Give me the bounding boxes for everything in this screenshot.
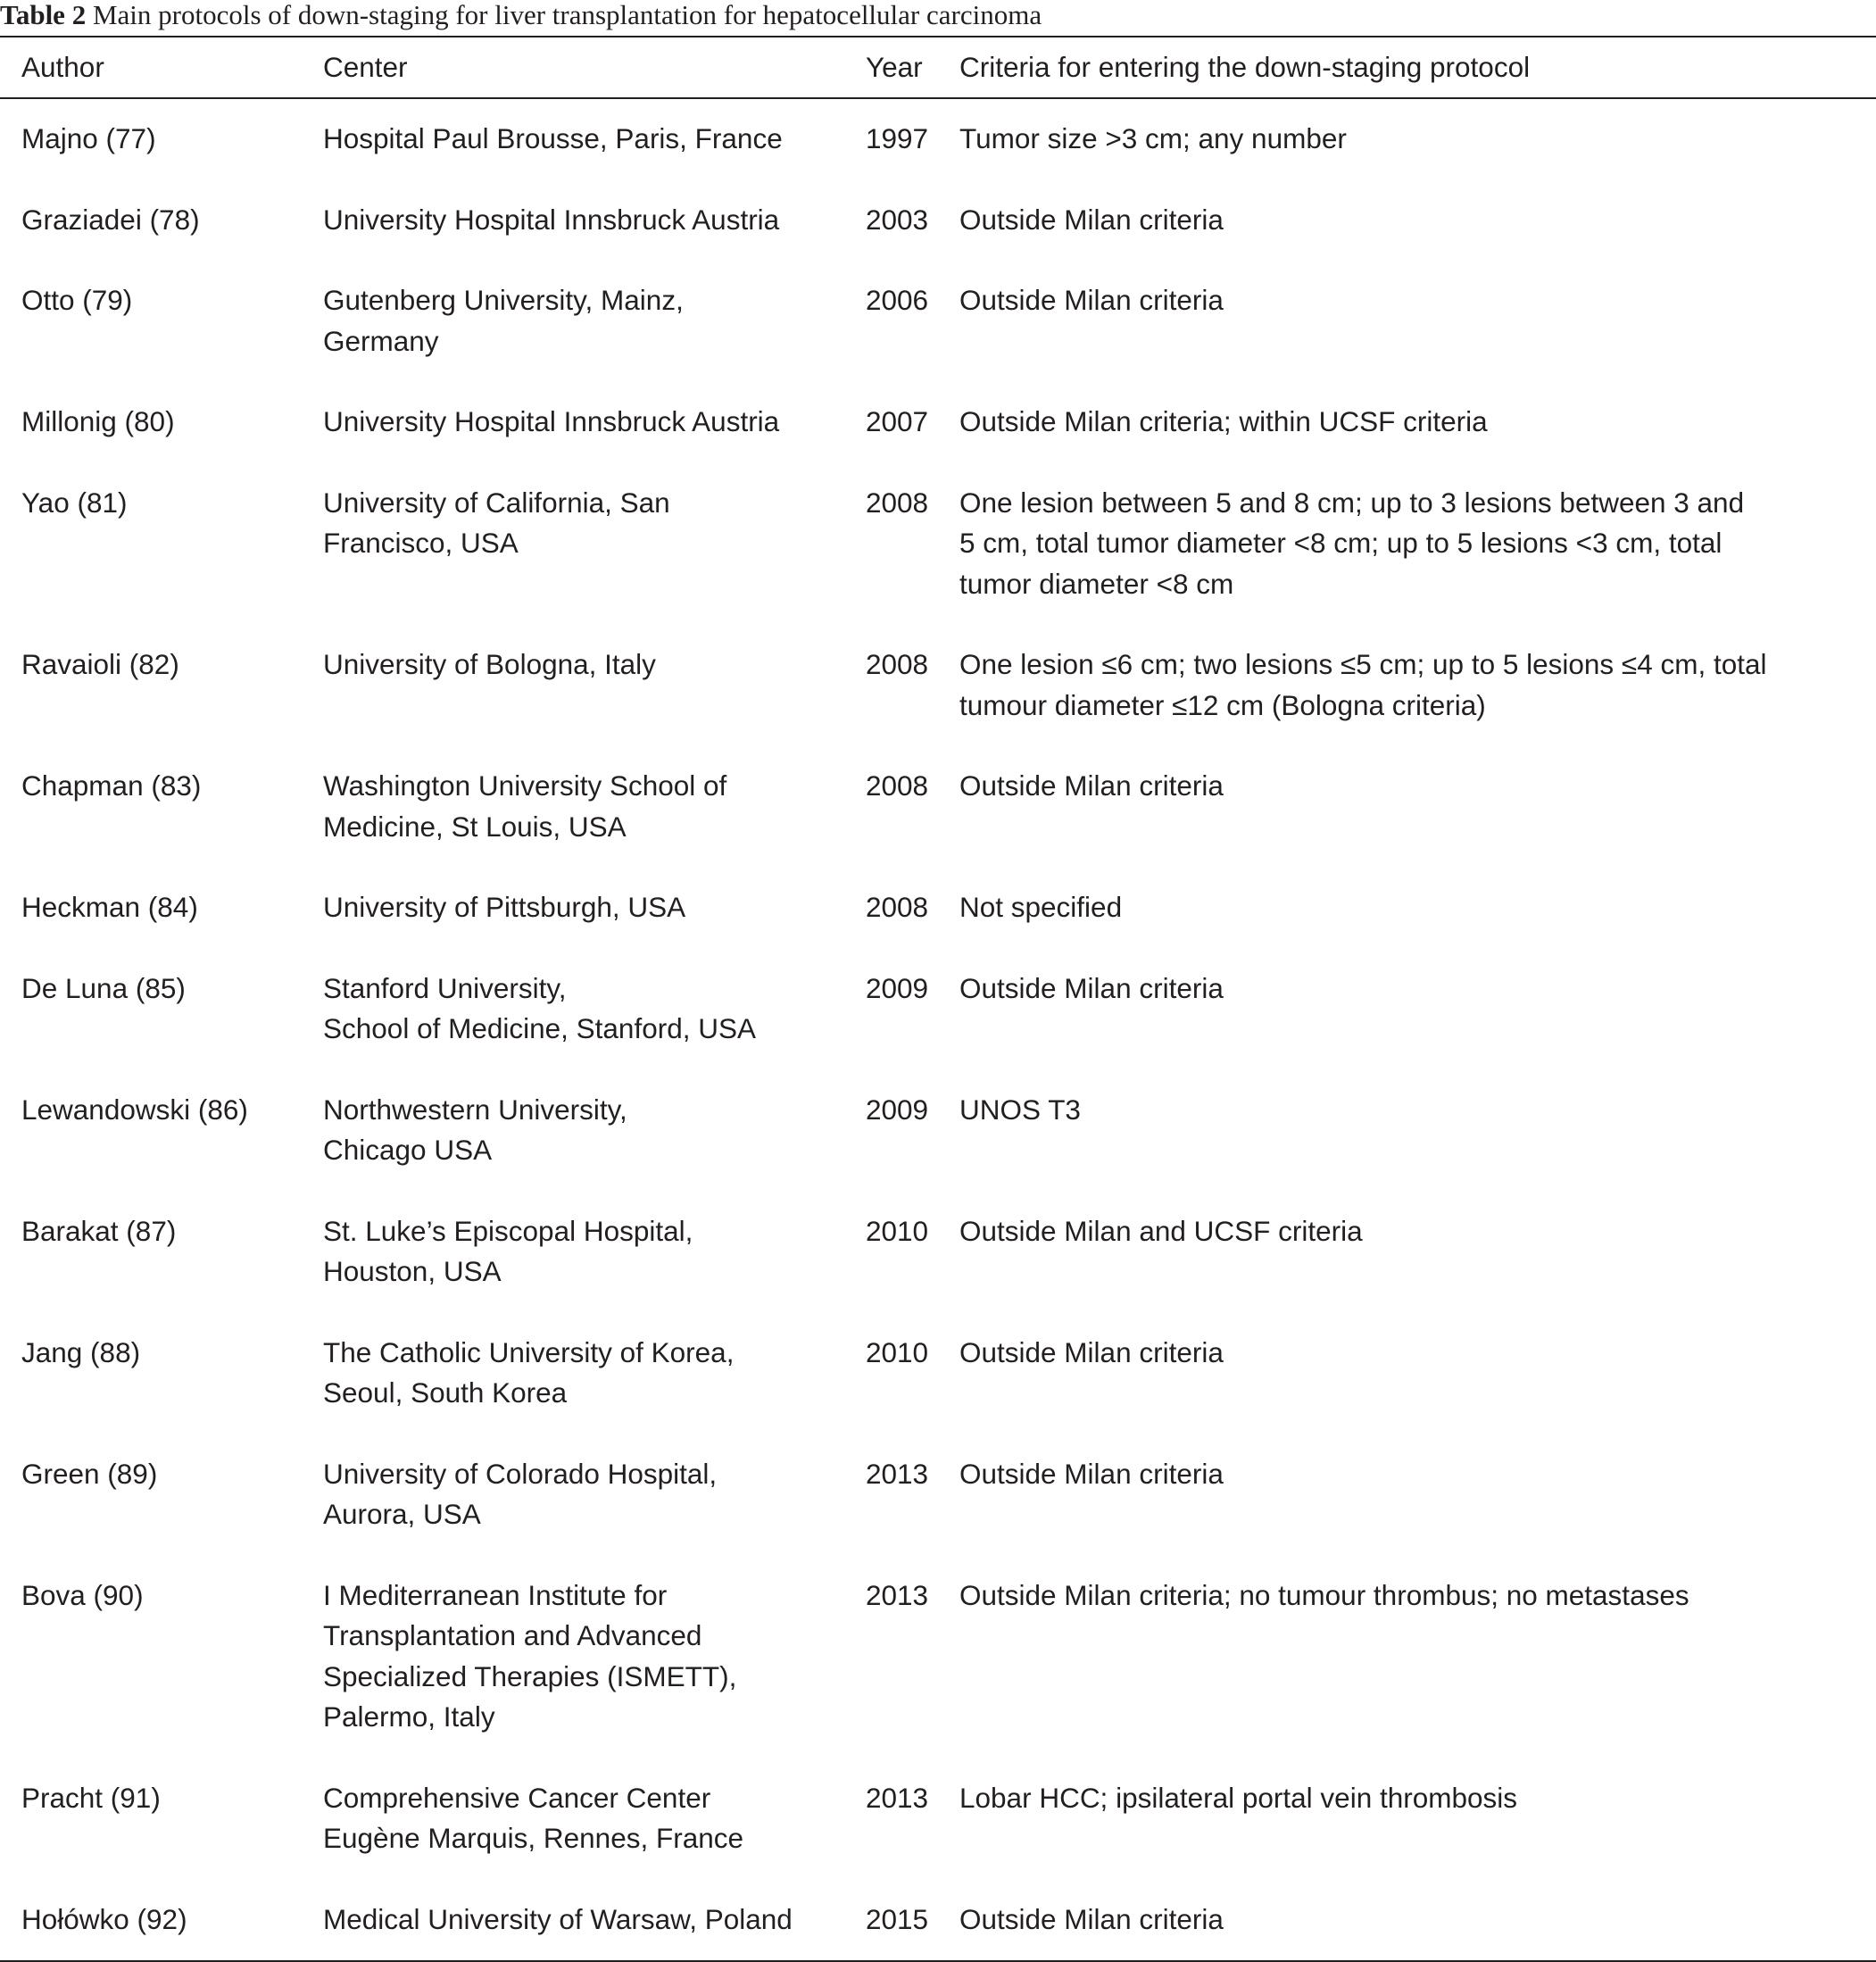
criteria-line: Outside Milan criteria [959, 203, 1224, 236]
cell-criteria [959, 1070, 1876, 1192]
cell-author: Chapman (83) [21, 769, 202, 802]
cell-criteria [959, 1880, 1876, 1962]
cell-center [302, 625, 844, 746]
header-center: Center [302, 37, 844, 98]
center-line: Houston, USA [323, 1255, 502, 1287]
header-year: Year [844, 37, 959, 98]
table-row [0, 1313, 1876, 1434]
cell-year: 2008 [866, 486, 929, 519]
center-line: Specialized Therapies (ISMETT), [323, 1659, 737, 1692]
center-line: School of Medicine, Stanford, USA [323, 1012, 757, 1044]
table-label: Table 2 [0, 0, 87, 30]
header-author: Author [0, 37, 302, 98]
criteria-line: Lobar HCC; ipsilateral portal vein thrombosis [959, 1781, 1518, 1814]
cell-author: Millonig (80) [21, 405, 175, 437]
table-row [0, 625, 1876, 746]
criteria-line: Outside Milan and UCSF criteria [959, 1214, 1363, 1247]
cell-year: 2013 [866, 1457, 929, 1490]
cell-center [302, 1880, 844, 1962]
cell-author: Majno (77) [21, 122, 156, 154]
table-body [0, 98, 1876, 1961]
center-line: I Mediterranean Institute for [323, 1578, 668, 1611]
cell-author: Jang (88) [21, 1335, 141, 1368]
table-row [0, 463, 1876, 626]
cell-year: 2007 [866, 405, 929, 437]
criteria-line: One lesion ≤6 cm; two lesions ≤5 cm; up to 5 lesions ≤4 cm, total [959, 648, 1767, 680]
cell-author: Lewandowski (86) [21, 1093, 248, 1126]
cell-criteria [959, 1758, 1876, 1880]
cell-center [302, 746, 844, 868]
table-header [0, 37, 1876, 98]
table-row [0, 1758, 1876, 1880]
cell-author: Hołówko (92) [0, 1880, 302, 1962]
criteria-line: Outside Milan criteria [959, 1457, 1224, 1490]
center-line: Medical University of Warsaw, Poland [323, 1902, 793, 1935]
center-line: St. Luke’s Episcopal Hospital, [323, 1214, 693, 1247]
criteria-line: Outside Milan criteria; within UCSF criteria [959, 405, 1488, 437]
cell-year: 2008 [866, 769, 929, 802]
center-line: Medicine, St Louis, USA [323, 810, 627, 843]
criteria-line: Not specified [959, 891, 1123, 923]
cell-author: Otto (79) [21, 284, 133, 316]
table-row [0, 1434, 1876, 1556]
center-line: Hospital Paul Brousse, Paris, France [323, 122, 783, 154]
criteria-line: Outside Milan criteria [959, 1902, 1224, 1935]
criteria-line: Outside Milan criteria [959, 1335, 1224, 1368]
cell-center [302, 261, 844, 382]
criteria-line: Outside Milan criteria [959, 769, 1224, 802]
center-line: Gutenberg University, Mainz, [323, 284, 684, 316]
cell-author: Barakat (87) [21, 1214, 177, 1247]
criteria-line: UNOS T3 [959, 1093, 1081, 1126]
cell-criteria [959, 463, 1876, 626]
center-line: Washington University School of [323, 769, 727, 802]
cell-center [302, 1434, 844, 1556]
center-line: University of Pittsburgh, USA [323, 891, 686, 923]
center-line: Transplantation and Advanced [323, 1619, 702, 1651]
cell-criteria [959, 382, 1876, 463]
table-row [0, 1880, 1876, 1962]
center-line: Chicago USA [323, 1134, 493, 1166]
cell-author: Ravaioli (82) [21, 648, 179, 680]
cell-year: 2008 [866, 891, 929, 923]
center-line: Seoul, South Korea [323, 1376, 568, 1409]
table-row [0, 868, 1876, 949]
cell-year: 2013 [866, 1578, 929, 1611]
table-title: Main protocols of down-staging for liver transplantation for hepatocellular carcinoma [92, 0, 1042, 30]
cell-year: 2009 [866, 971, 929, 1004]
center-line: University Hospital Innsbruck Austria [323, 405, 780, 437]
cell-year: 2003 [866, 203, 929, 236]
criteria-line: 5 cm, total tumor diameter <8 cm; up to 5 lesions <3 cm, total [959, 527, 1722, 559]
cell-author: Bova (90) [21, 1578, 144, 1611]
cell-center [302, 463, 844, 626]
cell-criteria [959, 1556, 1876, 1758]
cell-center [302, 382, 844, 463]
cell-author: Pracht (91) [21, 1781, 161, 1814]
cell-year: 2013 [866, 1781, 929, 1814]
cell-center [302, 98, 844, 180]
criteria-line: Outside Milan criteria; no tumour thrombus; no metastases [959, 1578, 1689, 1611]
table-row [0, 382, 1876, 463]
cell-year: 2009 [866, 1093, 929, 1126]
table-caption [0, 0, 1876, 36]
cell-author: De Luna (85) [21, 971, 186, 1004]
table-row [0, 180, 1876, 262]
table-row [0, 1070, 1876, 1192]
table-row [0, 98, 1876, 180]
center-line: University of Bologna, Italy [323, 648, 656, 680]
table-row [0, 746, 1876, 868]
cell-criteria [959, 868, 1876, 949]
cell-author: Yao (81) [21, 486, 128, 519]
table-row [0, 1192, 1876, 1313]
center-line: University of California, San [323, 486, 670, 519]
center-line: University of Colorado Hospital, [323, 1457, 718, 1490]
cell-center [302, 868, 844, 949]
cell-year: 2010 [866, 1335, 929, 1368]
cell-author: Graziadei (78) [21, 203, 200, 236]
cell-criteria [959, 1192, 1876, 1313]
protocols-table [0, 36, 1876, 1962]
center-line: Stanford University, [323, 971, 567, 1004]
cell-center [302, 1070, 844, 1192]
cell-year: 2006 [866, 284, 929, 316]
criteria-line: Outside Milan criteria [959, 284, 1224, 316]
table-row [0, 1556, 1876, 1758]
cell-criteria [959, 261, 1876, 382]
criteria-line: Tumor size >3 cm; any number [959, 122, 1347, 154]
cell-center [302, 180, 844, 262]
cell-criteria [959, 746, 1876, 868]
center-line: Francisco, USA [323, 527, 519, 559]
cell-criteria [959, 1313, 1876, 1434]
cell-center [302, 1192, 844, 1313]
cell-year: 2010 [866, 1214, 929, 1247]
center-line: Northwestern University, [323, 1093, 627, 1126]
table-row [0, 261, 1876, 382]
cell-criteria [959, 625, 1876, 746]
cell-center [302, 1758, 844, 1880]
cell-center [302, 949, 844, 1070]
header-row [0, 37, 1876, 98]
cell-criteria [959, 949, 1876, 1070]
center-line: Comprehensive Cancer Center [323, 1781, 711, 1814]
header-criteria: Criteria for entering the down-staging protocol [959, 37, 1876, 98]
center-line: Eugène Marquis, Rennes, France [323, 1822, 744, 1854]
cell-year: 2008 [866, 648, 929, 680]
center-line: Palermo, Italy [323, 1700, 495, 1733]
cell-year: 1997 [866, 122, 929, 154]
center-line: Germany [323, 324, 439, 357]
cell-criteria [959, 98, 1876, 180]
center-line: The Catholic University of Korea, [323, 1335, 735, 1368]
cell-author: Heckman (84) [21, 891, 198, 923]
table-row [0, 949, 1876, 1070]
criteria-line: tumour diameter ≤12 cm (Bologna criteria) [959, 688, 1486, 721]
center-line: Aurora, USA [323, 1498, 481, 1530]
criteria-line: tumor diameter <8 cm [959, 567, 1234, 600]
cell-center [302, 1313, 844, 1434]
cell-criteria [959, 180, 1876, 262]
cell-criteria [959, 1434, 1876, 1556]
cell-center [302, 1556, 844, 1758]
criteria-line: Outside Milan criteria [959, 971, 1224, 1004]
criteria-line: One lesion between 5 and 8 cm; up to 3 lesions between 3 and [959, 486, 1745, 519]
cell-author: Green (89) [21, 1457, 158, 1490]
center-line: University Hospital Innsbruck Austria [323, 203, 780, 236]
cell-year: 2015 [844, 1880, 959, 1962]
